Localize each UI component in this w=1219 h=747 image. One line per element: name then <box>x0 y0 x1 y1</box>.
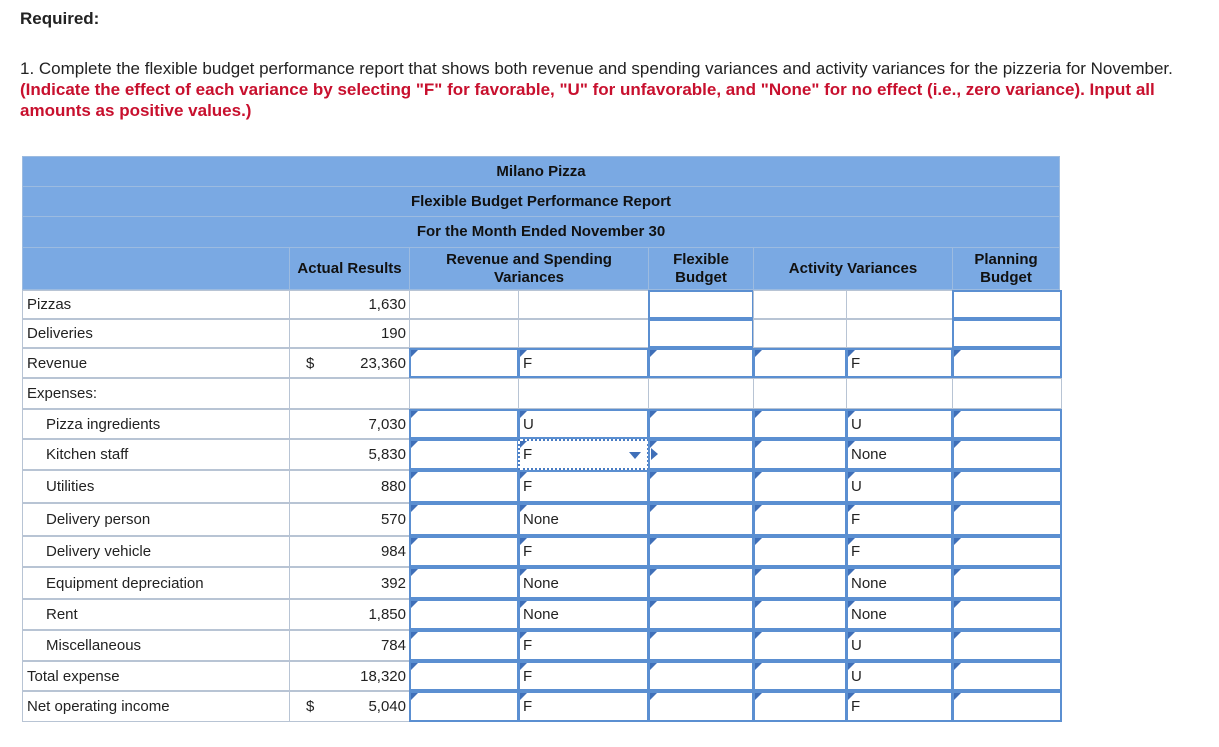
flexible-budget-input[interactable] <box>648 599 754 630</box>
input-marker-icon <box>411 472 418 479</box>
rs-effect-select[interactable] <box>518 503 649 536</box>
empty-cell <box>289 378 410 409</box>
flexible-budget-input[interactable] <box>648 503 754 536</box>
table-row <box>22 470 1062 503</box>
rs-effect-select[interactable] <box>518 599 649 630</box>
input-marker-icon <box>520 350 527 357</box>
activity-variance-cell <box>753 290 847 319</box>
input-marker-icon <box>755 693 762 700</box>
activity-effect-select[interactable] <box>846 348 953 378</box>
input-marker-icon <box>520 538 527 545</box>
activity-effect-value: U <box>851 415 862 433</box>
input-marker-icon <box>848 693 855 700</box>
header-blank <box>22 247 290 290</box>
input-marker-icon <box>954 441 961 448</box>
activity-effect-value: F <box>851 698 861 715</box>
rs-effect-select[interactable] <box>518 409 649 439</box>
actual-results-value <box>289 661 410 691</box>
input-marker-icon <box>954 632 961 639</box>
actual-amount: 5,830 <box>368 446 406 463</box>
input-marker-icon <box>848 411 855 418</box>
instruction-emphasis: (Indicate the effect of each variance by selecting "F" for favorable, "U" for unfavorable, and "None" for no effect (i.e., zero variance). Input all amounts as positive values.) <box>20 80 1155 120</box>
input-marker-icon <box>520 693 527 700</box>
row-label: Total expense <box>22 661 290 691</box>
flexible-budget-input[interactable] <box>648 661 754 691</box>
activity-effect-cell <box>846 290 953 319</box>
row-label: Pizzas <box>22 290 290 319</box>
activity-effect-value: None <box>851 606 887 623</box>
input-marker-icon <box>650 601 657 608</box>
input-marker-icon <box>650 505 657 512</box>
input-marker-icon <box>954 472 961 479</box>
input-marker-icon <box>755 663 762 670</box>
flexible-budget-input[interactable] <box>648 691 754 722</box>
activity-effect-select[interactable] <box>846 409 953 439</box>
planning-budget-input[interactable] <box>952 630 1062 661</box>
header-activity-variances: Activity Variances <box>753 247 953 290</box>
activity-effect-cell <box>846 319 953 348</box>
input-marker-icon <box>520 411 527 418</box>
input-marker-icon <box>520 632 527 639</box>
currency-symbol: $ <box>306 354 315 372</box>
input-marker-icon <box>755 411 762 418</box>
rs-effect-value: None <box>523 606 559 623</box>
planning-budget-input[interactable] <box>952 691 1062 722</box>
table-row <box>22 409 1062 439</box>
rs-effect-cell <box>518 319 649 348</box>
input-marker-icon <box>954 693 961 700</box>
currency-symbol: $ <box>306 698 315 715</box>
activity-variance-input[interactable] <box>753 439 847 470</box>
activity-effect-select[interactable] <box>846 661 953 691</box>
activity-variance-input[interactable] <box>753 599 847 630</box>
rs-variance-input[interactable] <box>409 536 519 567</box>
actual-results-value <box>289 348 410 378</box>
planning-budget-input[interactable] <box>952 661 1062 691</box>
table-row <box>22 290 1062 319</box>
rs-variance-input[interactable] <box>409 630 519 661</box>
activity-variance-input[interactable] <box>753 567 847 599</box>
planning-budget-input[interactable] <box>952 599 1062 630</box>
activity-effect-select[interactable] <box>846 503 953 536</box>
header-actual-results: Actual Results <box>289 247 410 290</box>
table-row <box>22 691 1062 722</box>
table-row <box>22 348 1062 378</box>
actual-results-value <box>289 470 410 503</box>
input-marker-icon <box>848 441 855 448</box>
activity-effect-select[interactable] <box>846 439 953 470</box>
activity-effect-select[interactable] <box>846 691 953 722</box>
input-marker-icon <box>650 663 657 670</box>
activity-variance-cell <box>753 319 847 348</box>
empty-cell <box>518 378 649 409</box>
input-marker-icon <box>848 538 855 545</box>
instructions <box>20 58 1190 121</box>
instruction-text: 1. Complete the flexible budget performance report that shows both revenue and spending variances and activity variances for the pizzeria for November. <box>20 59 1173 78</box>
table-row <box>22 536 1062 567</box>
rs-variance-input[interactable] <box>409 503 519 536</box>
activity-effect-value: U <box>851 667 862 685</box>
input-marker-icon <box>755 350 762 357</box>
input-marker-icon <box>755 632 762 639</box>
table-row <box>22 319 1062 348</box>
planning-budget-input[interactable] <box>952 536 1062 567</box>
header-planning-budget: Planning Budget <box>952 247 1060 290</box>
actual-results-value <box>289 567 410 599</box>
rs-variance-input[interactable] <box>409 599 519 630</box>
input-marker-icon <box>520 472 527 479</box>
planning-budget-input[interactable] <box>952 439 1062 470</box>
activity-variance-input[interactable] <box>753 630 847 661</box>
report-title: Flexible Budget Performance Report <box>22 186 1060 217</box>
activity-effect-select[interactable] <box>846 599 953 630</box>
activity-effect-value: U <box>851 478 862 495</box>
input-marker-icon <box>954 350 961 357</box>
actual-results-value <box>289 599 410 630</box>
input-marker-icon <box>755 505 762 512</box>
table-row <box>22 630 1062 661</box>
input-marker-icon <box>411 663 418 670</box>
table-row <box>22 567 1062 599</box>
rs-variance-input[interactable] <box>409 348 519 378</box>
activity-variance-input[interactable] <box>753 409 847 439</box>
rs-effect-select[interactable] <box>518 630 649 661</box>
flexible-budget-input[interactable] <box>648 567 754 599</box>
expenses-label: Expenses: <box>22 378 290 409</box>
actual-amount: 7,030 <box>368 415 406 433</box>
activity-effect-select[interactable] <box>846 536 953 567</box>
input-marker-icon <box>755 472 762 479</box>
row-label: Delivery vehicle <box>22 536 290 567</box>
rs-effect-value: F <box>523 354 533 372</box>
row-label: Miscellaneous <box>22 630 290 661</box>
actual-results-value <box>289 439 410 470</box>
row-label: Revenue <box>22 348 290 378</box>
input-marker-icon <box>650 472 657 479</box>
rs-variance-input[interactable] <box>409 439 519 470</box>
input-marker-icon <box>520 505 527 512</box>
activity-variance-input[interactable] <box>753 348 847 378</box>
rs-effect-value: U <box>523 415 534 433</box>
input-marker-icon <box>954 538 961 545</box>
input-marker-icon <box>520 441 527 448</box>
input-marker-icon <box>411 693 418 700</box>
empty-cell <box>846 378 953 409</box>
rs-effect-value: F <box>523 698 533 715</box>
input-marker-icon <box>650 538 657 545</box>
input-marker-icon <box>848 663 855 670</box>
performance-report-table <box>22 156 1062 722</box>
input-marker-icon <box>755 441 762 448</box>
header-flexible-budget: Flexible Budget <box>648 247 754 290</box>
input-marker-icon <box>650 632 657 639</box>
flexible-budget-input[interactable] <box>648 470 754 503</box>
planning-budget-input[interactable] <box>952 348 1062 378</box>
actual-amount: 5,040 <box>368 698 406 715</box>
rs-variance-input[interactable] <box>409 470 519 503</box>
required-title: Required: <box>20 9 100 28</box>
activity-effect-value: F <box>851 354 861 372</box>
actual-results-value <box>289 409 410 439</box>
input-marker-icon <box>650 693 657 700</box>
actual-amount: 880 <box>380 478 406 495</box>
rs-effect-value: F <box>523 446 533 463</box>
activity-effect-select[interactable] <box>846 567 953 599</box>
rs-effect-select[interactable] <box>518 348 649 378</box>
empty-cell <box>952 378 1062 409</box>
activity-variance-input[interactable] <box>753 503 847 536</box>
actual-amount: 570 <box>380 511 406 528</box>
planning-budget-input[interactable] <box>952 503 1062 536</box>
rs-effect-select[interactable] <box>518 439 649 470</box>
rs-effect-cell <box>518 290 649 319</box>
rs-effect-select[interactable] <box>518 567 649 599</box>
rs-effect-value: F <box>523 637 533 654</box>
table-row <box>22 503 1062 536</box>
input-marker-icon <box>520 663 527 670</box>
actual-amount: 18,320 <box>360 667 406 685</box>
input-marker-icon <box>954 505 961 512</box>
row-label: Utilities <box>22 470 290 503</box>
activity-variance-input[interactable] <box>753 470 847 503</box>
chevron-down-icon[interactable] <box>629 452 641 459</box>
rs-effect-select[interactable] <box>518 661 649 691</box>
input-marker-icon <box>411 632 418 639</box>
input-marker-icon <box>755 601 762 608</box>
row-label: Equipment depreciation <box>22 567 290 599</box>
table-row <box>22 439 1062 470</box>
row-label: Deliveries <box>22 319 290 348</box>
header-revenue-spending-variances: Revenue and Spending Variances <box>409 247 649 290</box>
input-marker-icon <box>954 569 961 576</box>
activity-variance-input[interactable] <box>753 691 847 722</box>
input-marker-icon <box>411 601 418 608</box>
input-marker-icon <box>650 569 657 576</box>
activity-effect-value: U <box>851 637 862 654</box>
activity-effect-value: None <box>851 574 887 592</box>
actual-amount: 1,630 <box>368 296 406 313</box>
actual-amount: 23,360 <box>360 354 406 372</box>
company-name: Milano Pizza <box>22 156 1060 187</box>
rs-effect-value: F <box>523 667 533 685</box>
flexible-budget-input[interactable] <box>648 439 754 470</box>
activity-effect-value: F <box>851 511 861 528</box>
flexible-budget-input[interactable] <box>648 630 754 661</box>
row-label: Kitchen staff <box>22 439 290 470</box>
activity-variance-input[interactable] <box>753 536 847 567</box>
actual-amount: 190 <box>380 325 406 342</box>
report-period: For the Month Ended November 30 <box>22 216 1060 248</box>
actual-amount: 784 <box>380 637 406 654</box>
input-marker-icon <box>755 538 762 545</box>
actual-results-value <box>289 536 410 567</box>
activity-effect-select[interactable] <box>846 630 953 661</box>
rs-effect-value: None <box>523 574 559 592</box>
empty-cell <box>753 378 847 409</box>
actual-results-value <box>289 290 410 319</box>
flexible-budget-input[interactable] <box>648 409 754 439</box>
input-marker-icon <box>848 569 855 576</box>
actual-results-value <box>289 319 410 348</box>
planning-budget-input[interactable] <box>952 409 1062 439</box>
rs-variance-cell <box>409 319 519 348</box>
input-marker-icon <box>650 350 657 357</box>
planning-budget-input[interactable] <box>952 470 1062 503</box>
actual-amount: 984 <box>380 543 406 560</box>
input-marker-icon <box>848 505 855 512</box>
input-marker-icon <box>520 569 527 576</box>
table-row <box>22 661 1062 691</box>
empty-cell <box>648 378 754 409</box>
input-marker-icon <box>954 663 961 670</box>
planning-budget-input[interactable] <box>952 319 1062 348</box>
input-marker-icon <box>411 441 418 448</box>
activity-effect-select[interactable] <box>846 470 953 503</box>
input-marker-icon <box>411 350 418 357</box>
input-marker-icon <box>954 601 961 608</box>
rs-variance-cell <box>409 290 519 319</box>
input-marker-icon <box>411 505 418 512</box>
rs-effect-value: None <box>523 511 559 528</box>
input-marker-icon <box>848 601 855 608</box>
actual-results-value <box>289 630 410 661</box>
input-marker-icon <box>755 569 762 576</box>
actual-amount: 1,850 <box>368 606 406 623</box>
planning-budget-input[interactable] <box>952 567 1062 599</box>
activity-variance-input[interactable] <box>753 661 847 691</box>
flexible-budget-input[interactable] <box>648 290 754 319</box>
actual-results-value <box>289 503 410 536</box>
planning-budget-input[interactable] <box>952 290 1062 319</box>
flexible-budget-input[interactable] <box>648 536 754 567</box>
row-label: Net operating income <box>22 691 290 722</box>
activity-effect-value: F <box>851 543 861 560</box>
flexible-budget-input[interactable] <box>648 348 754 378</box>
empty-cell <box>409 378 519 409</box>
rs-effect-select[interactable] <box>518 470 649 503</box>
table-row <box>22 599 1062 630</box>
input-marker-icon <box>848 632 855 639</box>
input-marker-icon <box>650 441 657 448</box>
rs-effect-select[interactable] <box>518 691 649 722</box>
actual-amount: 392 <box>380 574 406 592</box>
dropdown-pointer-icon <box>651 448 658 460</box>
input-marker-icon <box>650 411 657 418</box>
input-marker-icon <box>411 569 418 576</box>
flexible-budget-input[interactable] <box>648 319 754 348</box>
rs-variance-input[interactable] <box>409 661 519 691</box>
actual-results-value <box>289 691 410 722</box>
row-label: Rent <box>22 599 290 630</box>
rs-variance-input[interactable] <box>409 409 519 439</box>
input-marker-icon <box>411 538 418 545</box>
input-marker-icon <box>411 411 418 418</box>
input-marker-icon <box>954 411 961 418</box>
rs-effect-value: F <box>523 478 533 495</box>
row-label: Pizza ingredients <box>22 409 290 439</box>
rs-effect-value: F <box>523 543 533 560</box>
activity-effect-value: None <box>851 446 887 463</box>
expenses-header-row <box>22 378 1062 409</box>
row-label: Delivery person <box>22 503 290 536</box>
rs-variance-input[interactable] <box>409 567 519 599</box>
input-marker-icon <box>848 472 855 479</box>
input-marker-icon <box>520 601 527 608</box>
rs-variance-input[interactable] <box>409 691 519 722</box>
input-marker-icon <box>848 350 855 357</box>
rs-effect-select[interactable] <box>518 536 649 567</box>
